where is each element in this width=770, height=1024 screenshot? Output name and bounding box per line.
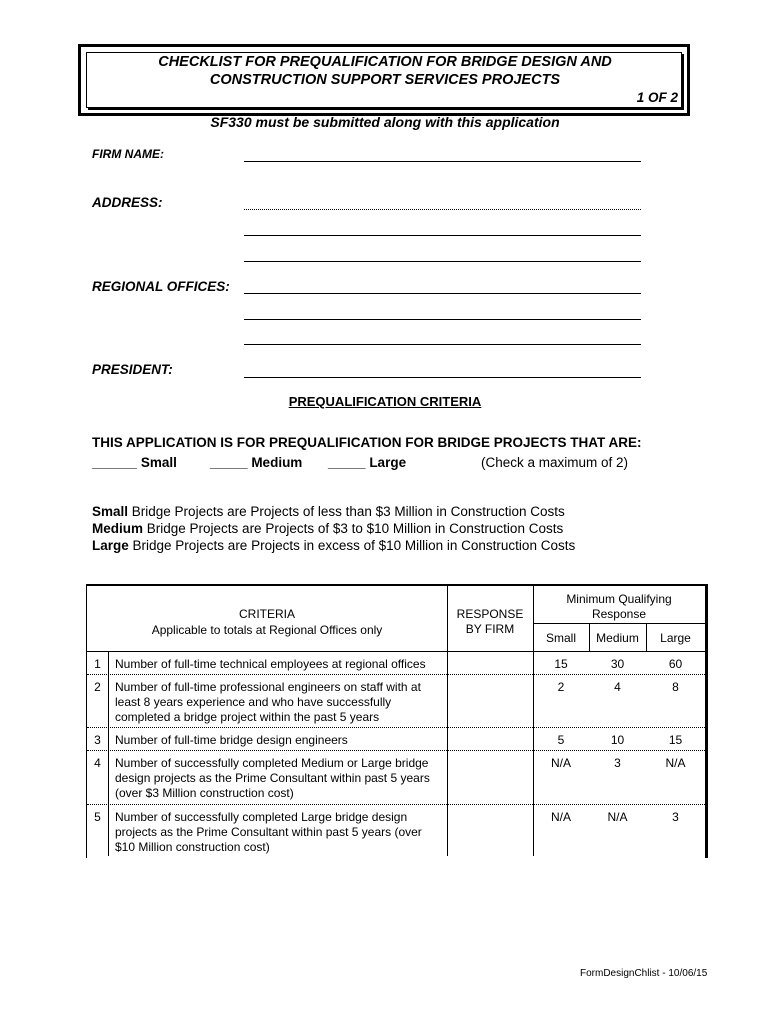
row-2-criteria: Number of full-time professional engineers on staff with at least 8 years experience and who have successfully completed a bridge project within the past 5 years: [115, 680, 421, 724]
response-header-line-2: BY FIRM: [465, 622, 515, 636]
option-medium[interactable]: [210, 455, 302, 470]
row-5-small: N/A: [550, 810, 571, 824]
address-field-3[interactable]: [244, 261, 641, 262]
row-4-medium: 3: [614, 756, 621, 770]
definition-medium-text: Bridge Projects are Projects of $3 to $10 Million in Construction Costs: [143, 521, 564, 536]
min-header-divider: [533, 623, 705, 624]
col-divider-num: [108, 651, 109, 856]
blank-large: _____: [328, 455, 366, 470]
response-header: [447, 607, 533, 637]
regional-offices-field-2[interactable]: [244, 319, 641, 320]
subtitle: SF330 must be submitted along with this application: [210, 114, 560, 130]
header-bottom-line: [87, 651, 705, 652]
row-1-criteria: Number of full-time technical employees at regional offices: [115, 657, 426, 671]
row-5-response[interactable]: [448, 805, 532, 855]
option-small-label: Small: [140, 455, 177, 470]
row-5-large: 3: [672, 810, 679, 824]
row-1-number: 1: [94, 657, 101, 671]
firm-name-label: FIRM NAME:: [92, 147, 164, 161]
criteria-heading: PREQUALIFICATION CRITERIA: [288, 394, 482, 409]
row-1-small: 15: [554, 657, 568, 671]
row-4-response[interactable]: [448, 751, 532, 804]
row-divider-2: [87, 727, 705, 728]
col-large-header: Large: [660, 631, 691, 645]
president-field[interactable]: [244, 377, 641, 378]
row-divider-4: [87, 804, 705, 805]
option-large[interactable]: [328, 455, 406, 470]
president-label: PRESIDENT:: [92, 362, 173, 377]
min-header-line-2: Response: [591, 607, 647, 621]
option-large-label: Large: [369, 455, 407, 470]
firm-name-field[interactable]: [244, 161, 641, 162]
row-3-response[interactable]: [448, 728, 532, 750]
criteria-subheader: Applicable to totals at Regional Offices only: [151, 623, 383, 637]
regional-offices-label: REGIONAL OFFICES:: [92, 279, 230, 294]
row-3-small: 5: [557, 733, 565, 747]
row-2-large: 8: [672, 680, 679, 694]
row-4-large: N/A: [665, 756, 686, 770]
check-note: (Check a maximum of 2): [481, 455, 629, 470]
definition-medium: [92, 521, 563, 536]
title-line-1: CHECKLIST FOR PREQUALIFICATION FOR BRIDGE DESIGN AND: [158, 54, 612, 70]
row-4-criteria: Number of successfully completed Medium or Large bridge design projects as the Prime Consultant within past 5 years (over $3 Million construction cost): [115, 756, 430, 800]
option-small[interactable]: [92, 455, 177, 470]
address-field-1[interactable]: [244, 209, 641, 210]
row-2-small: 2: [557, 680, 565, 694]
title-line-2: CONSTRUCTION SUPPORT SERVICES PROJECTS: [209, 72, 561, 88]
row-1-large: 60: [668, 657, 683, 671]
document-title: [0, 53, 770, 89]
definition-small-term: Small: [92, 504, 129, 519]
row-5-number: 5: [94, 810, 101, 824]
criteria-header: CRITERIA: [238, 607, 295, 621]
min-qualifying-header: [533, 592, 705, 622]
row-3-criteria: Number of full-time bridge design engineers: [115, 733, 348, 747]
definition-large-term: Large: [92, 538, 129, 553]
row-3-large: 15: [668, 733, 683, 747]
row-3-medium: 10: [610, 733, 625, 747]
definition-small: [92, 504, 565, 519]
row-2-number: 2: [94, 680, 101, 694]
footer-form-id: FormDesignChlist - 10/06/15: [580, 968, 708, 979]
definition-large: [92, 538, 575, 553]
page-number: 1 OF 2: [636, 90, 678, 105]
row-divider-1: [87, 674, 705, 675]
row-2-medium: 4: [614, 680, 621, 694]
blank-medium: _____: [210, 455, 248, 470]
definition-large-text: Bridge Projects are Projects in excess of $10 Million in Construction Costs: [128, 538, 576, 553]
option-medium-label: Medium: [251, 455, 303, 470]
row-5-medium: N/A: [607, 810, 628, 824]
col-medium-header: Medium: [596, 631, 639, 645]
col-small-header: Small: [545, 631, 576, 645]
definition-medium-term: Medium: [92, 521, 144, 536]
row-4-small: N/A: [550, 756, 571, 770]
row-3-number: 3: [94, 733, 101, 747]
row-1-response[interactable]: [448, 652, 532, 674]
response-header-line-1: RESPONSE: [456, 607, 524, 621]
application-line: THIS APPLICATION IS FOR PREQUALIFICATION FOR BRIDGE PROJECTS THAT ARE:: [92, 435, 642, 450]
regional-offices-field-3[interactable]: [244, 344, 641, 345]
criteria-table: [86, 584, 708, 858]
row-5-criteria: Number of successfully completed Large bridge design projects as the Prime Consultant within past 5 years (over $10 Million construction cost): [115, 810, 422, 854]
row-1-medium: 30: [610, 657, 625, 671]
row-divider-3: [87, 750, 705, 751]
definition-small-text: Bridge Projects are Projects of less than $3 Million in Construction Costs: [128, 504, 565, 519]
min-header-line-1: Minimum Qualifying: [566, 592, 672, 606]
regional-offices-field-1[interactable]: [244, 293, 641, 294]
address-field-2[interactable]: [244, 235, 641, 236]
address-label: ADDRESS:: [92, 195, 163, 210]
row-4-number: 4: [94, 756, 101, 770]
row-2-response[interactable]: [448, 675, 532, 727]
blank-small: ______: [92, 455, 138, 470]
